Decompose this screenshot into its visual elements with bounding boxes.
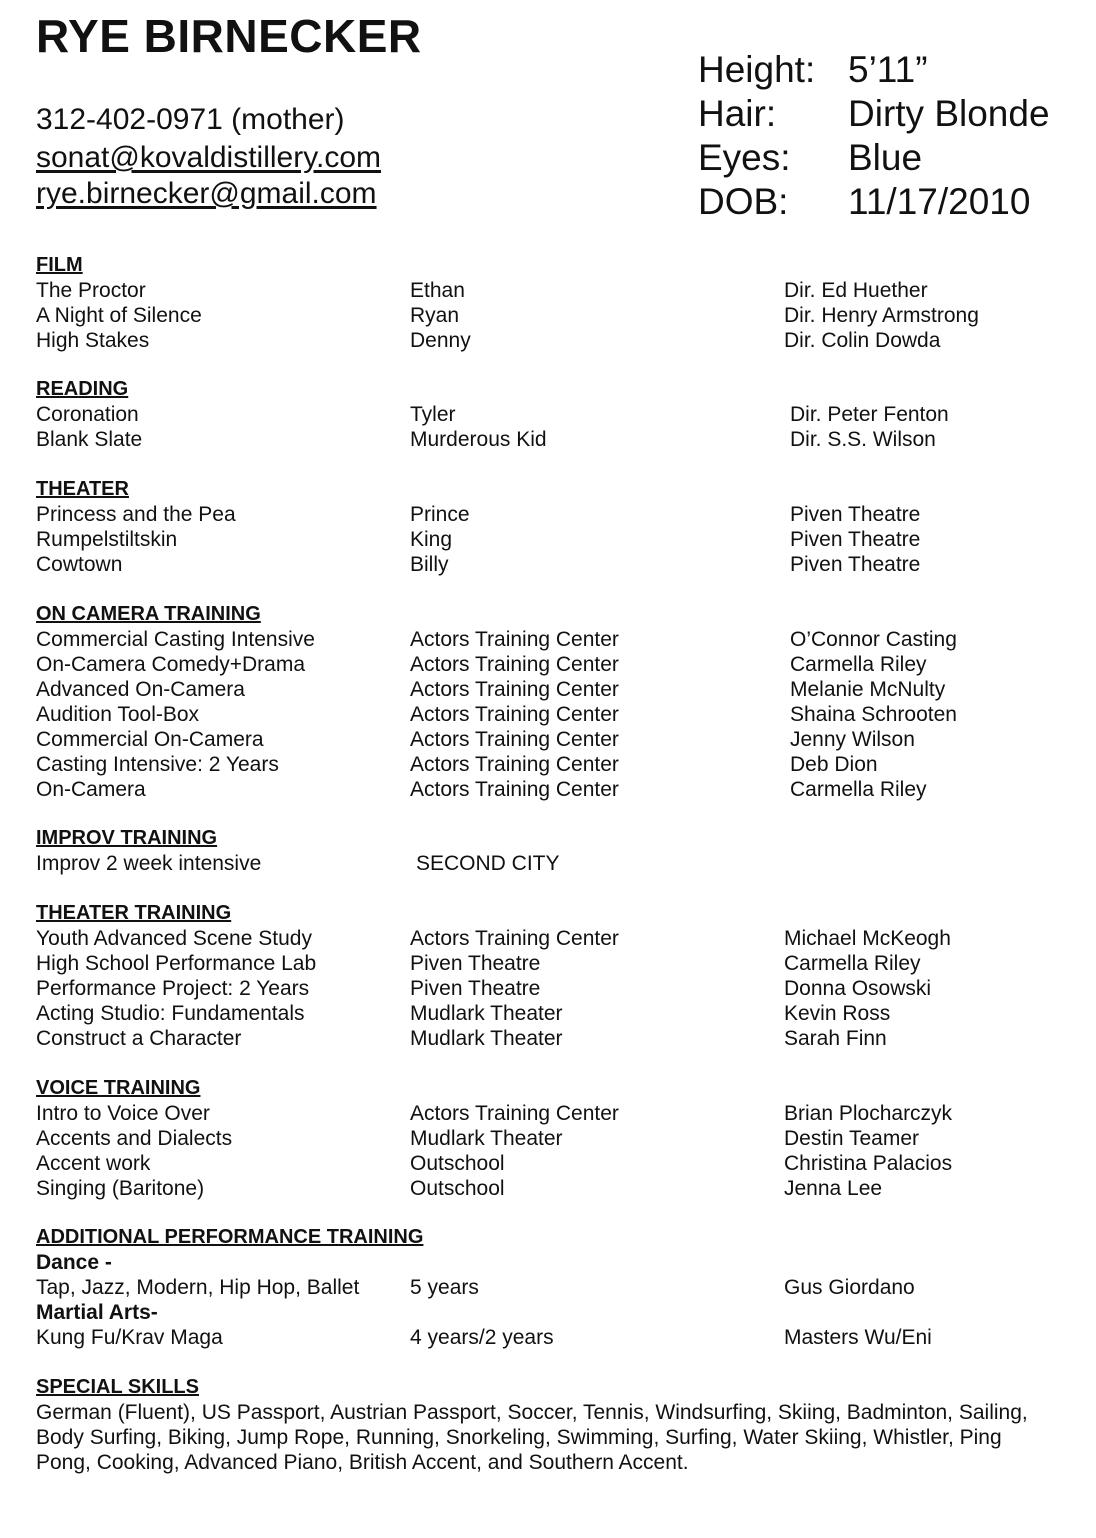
section-title: THEATER	[36, 478, 129, 500]
actor-name: RYE BIRNECKER	[36, 10, 422, 62]
training-row	[0, 627, 1096, 652]
credit-role: Billy	[410, 553, 449, 576]
training-school: Piven Theatre	[410, 977, 541, 1000]
training-instructor: Deb Dion	[790, 753, 878, 776]
credit-director: Dir. S.S. Wilson	[790, 428, 936, 451]
hair-value: Dirty Blonde	[848, 93, 1050, 134]
credit-row	[0, 303, 1096, 328]
training-school: Mudlark Theater	[410, 1002, 563, 1025]
training-school: Actors Training Center	[410, 653, 619, 676]
training-instructor: Donna Osowski	[784, 977, 932, 1000]
training-instructor: Jenna Lee	[784, 1177, 883, 1200]
training-row	[0, 1001, 1096, 1026]
training-course: Commercial Casting Intensive	[36, 628, 315, 651]
section-title: FILM	[36, 254, 83, 276]
height-value: 5’11”	[848, 49, 928, 90]
credit-title: Princess and the Pea	[36, 503, 236, 526]
credit-role: Denny	[410, 329, 471, 352]
training-course: High School Performance Lab	[36, 952, 317, 975]
credit-venue: Piven Theatre	[790, 553, 921, 576]
training-instructor: Masters Wu/Eni	[784, 1326, 932, 1349]
training-course: Intro to Voice Over	[36, 1102, 210, 1125]
training-row	[0, 727, 1096, 752]
credit-row	[0, 328, 1096, 353]
credit-title: Blank Slate	[36, 428, 143, 451]
training-instructor: Destin Teamer	[784, 1127, 920, 1150]
training-row	[0, 777, 1096, 802]
credit-row	[0, 427, 1096, 452]
training-school: Piven Theatre	[410, 952, 541, 975]
training-row	[0, 1026, 1096, 1051]
height-label: Height:	[698, 49, 816, 90]
training-row	[0, 851, 1096, 876]
training-row	[0, 926, 1096, 951]
training-row	[0, 976, 1096, 1001]
training-school: Actors Training Center	[410, 753, 619, 776]
section-title: IMPROV TRAINING	[36, 827, 218, 849]
training-school: Mudlark Theater	[410, 1127, 563, 1150]
section-title: ADDITIONAL PERFORMANCE TRAINING	[36, 1226, 424, 1248]
training-course: Advanced On-Camera	[36, 678, 245, 701]
credit-row	[0, 527, 1096, 552]
training-course: On-Camera	[36, 778, 146, 801]
training-instructor: Kevin Ross	[784, 1002, 891, 1025]
training-course: Audition Tool-Box	[36, 703, 200, 726]
training-course: Casting Intensive: 2 Years	[36, 753, 279, 776]
credit-role: Prince	[410, 503, 470, 526]
training-school: Actors Training Center	[410, 678, 619, 701]
credit-row	[0, 502, 1096, 527]
training-instructor: Carmella Riley	[784, 952, 921, 975]
training-school: Actors Training Center	[410, 703, 619, 726]
section-title: SPECIAL SKILLS	[36, 1376, 199, 1398]
credit-title: A Night of Silence	[36, 304, 202, 327]
training-row	[0, 652, 1096, 677]
eyes-value: Blue	[848, 137, 923, 178]
training-course: On-Camera Comedy+Drama	[36, 653, 306, 676]
credit-venue: Piven Theatre	[790, 528, 921, 551]
credit-venue: Piven Theatre	[790, 503, 921, 526]
hair-label: Hair:	[698, 93, 777, 134]
credit-director: Dir. Peter Fenton	[790, 403, 949, 426]
training-school: Outschool	[410, 1177, 505, 1200]
training-row	[0, 1151, 1096, 1176]
credit-role: Murderous Kid	[410, 428, 547, 451]
training-school: Mudlark Theater	[410, 1027, 563, 1050]
martial-arts-label: Martial Arts-	[36, 1301, 158, 1324]
training-course: Acting Studio: Fundamentals	[36, 1002, 305, 1025]
training-instructor: O’Connor Casting	[790, 628, 957, 651]
training-course: Accents and Dialects	[36, 1127, 233, 1150]
training-row	[0, 677, 1096, 702]
credit-title: Cowtown	[36, 553, 123, 576]
credit-row	[0, 552, 1096, 577]
training-school: SECOND CITY	[416, 852, 560, 875]
credit-title: The Proctor	[36, 279, 146, 302]
training-course: Singing (Baritone)	[36, 1177, 205, 1200]
training-course: Improv 2 week intensive	[36, 852, 262, 875]
training-row	[0, 1126, 1096, 1151]
training-row	[0, 1176, 1096, 1201]
section-title: THEATER TRAINING	[36, 902, 232, 924]
training-course: Tap, Jazz, Modern, Hip Hop, Ballet	[36, 1276, 360, 1299]
training-instructor: Carmella Riley	[790, 653, 927, 676]
section-title: VOICE TRAINING	[36, 1077, 201, 1099]
training-school: Outschool	[410, 1152, 505, 1175]
training-row	[0, 1325, 1096, 1350]
credit-role: King	[410, 528, 453, 551]
training-instructor: Shaina Schrooten	[790, 703, 957, 726]
dob-label: DOB:	[698, 181, 789, 222]
credit-director: Dir. Ed Huether	[784, 279, 928, 302]
training-course: Commercial On-Camera	[36, 728, 264, 751]
training-duration: 5 years	[410, 1276, 479, 1299]
training-school: Actors Training Center	[410, 728, 619, 751]
eyes-label: Eyes:	[698, 137, 791, 178]
training-instructor: Gus Giordano	[784, 1276, 915, 1299]
dob-value: 11/17/2010	[848, 181, 1031, 222]
credit-row	[0, 278, 1096, 303]
training-row	[0, 1275, 1096, 1300]
training-course: Performance Project: 2 Years	[36, 977, 310, 1000]
training-course: Accent work	[36, 1152, 151, 1175]
training-instructor: Michael McKeogh	[784, 927, 951, 950]
phone-number: 312-402-0971 (mother)	[36, 103, 345, 136]
training-instructor: Christina Palacios	[784, 1152, 953, 1175]
training-duration: 4 years/2 years	[410, 1326, 554, 1349]
training-row	[0, 752, 1096, 777]
section-title: READING	[36, 378, 129, 400]
special-skills-text: German (Fluent), US Passport, Austrian Passport, Soccer, Tennis, Windsurfing, Skiing, Badminton, Sailing, Body Surfing, Biking, Jump Rope, Running, Snorkeling, Swimming, Surfing, Water Skiing, Whistler, Ping Pong, Cooking, Advanced Piano, British Accent, and Southern Accent.	[36, 1401, 1028, 1474]
training-course: Youth Advanced Scene Study	[36, 927, 312, 950]
credit-role: Ethan	[410, 279, 465, 302]
email-link-primary[interactable]: sonat@kovaldistillery.com	[36, 141, 382, 174]
training-course: Construct a Character	[36, 1027, 242, 1050]
training-instructor: Carmella Riley	[790, 778, 927, 801]
training-instructor: Melanie McNulty	[790, 678, 946, 701]
credit-row	[0, 402, 1096, 427]
email-link-secondary[interactable]: rye.birnecker@gmail.com	[36, 177, 377, 210]
training-school: Actors Training Center	[410, 778, 619, 801]
training-row	[0, 702, 1096, 727]
training-instructor: Sarah Finn	[784, 1027, 887, 1050]
credit-director: Dir. Colin Dowda	[784, 329, 941, 352]
training-school: Actors Training Center	[410, 927, 619, 950]
training-school: Actors Training Center	[410, 628, 619, 651]
training-row	[0, 1101, 1096, 1126]
credit-title: Rumpelstiltskin	[36, 528, 178, 551]
dance-label: Dance -	[36, 1251, 112, 1274]
credit-role: Tyler	[410, 403, 456, 426]
credit-title: Coronation	[36, 403, 139, 426]
training-school: Actors Training Center	[410, 1102, 619, 1125]
training-instructor: Jenny Wilson	[790, 728, 915, 751]
credit-director: Dir. Henry Armstrong	[784, 304, 979, 327]
credit-role: Ryan	[410, 304, 460, 327]
credit-title: High Stakes	[36, 329, 150, 352]
section-title: ON CAMERA TRAINING	[36, 603, 261, 625]
training-instructor: Brian Plocharczyk	[784, 1102, 953, 1125]
training-row	[0, 951, 1096, 976]
training-course: Kung Fu/Krav Maga	[36, 1326, 223, 1349]
